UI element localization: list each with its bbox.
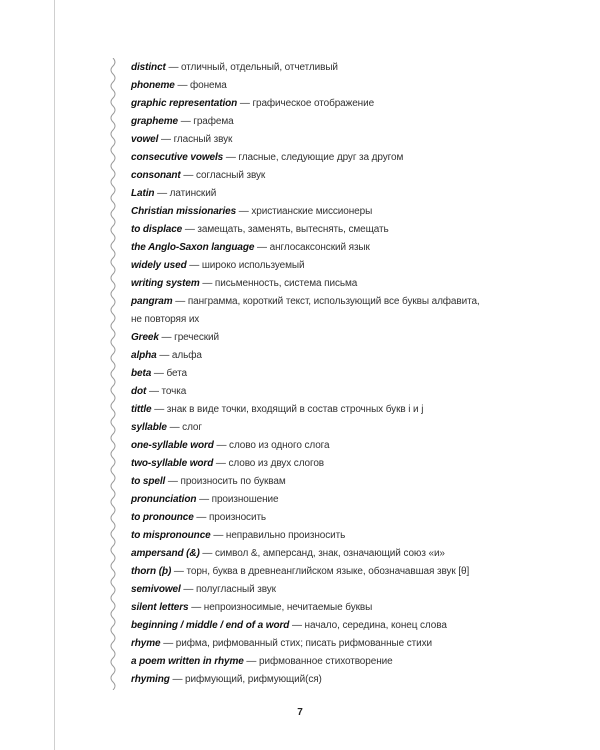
translation: слово из одного слога — [229, 440, 330, 451]
glossary-entry — [131, 653, 491, 671]
glossary-entry — [131, 455, 491, 473]
term: distinct — [131, 62, 166, 73]
term: beta — [131, 368, 152, 379]
glossary-entry — [131, 599, 491, 617]
term: phoneme — [131, 80, 175, 91]
separator-dash: — — [157, 188, 167, 199]
term: rhyme — [131, 638, 161, 649]
separator-dash: — — [183, 170, 194, 181]
glossary-entry — [131, 401, 491, 419]
translation: замещать, заменять, вытеснять, смещать — [197, 224, 389, 235]
glossary-entry — [131, 419, 491, 437]
term: to spell — [131, 476, 166, 487]
translation: согласный звук — [195, 170, 266, 181]
term: grapheme — [131, 116, 178, 127]
glossary-entry — [131, 239, 491, 257]
glossary-entry — [131, 221, 491, 239]
translation: неправильно произносить — [225, 530, 346, 541]
term: semivowel — [131, 584, 181, 595]
term: to mispronounce — [131, 530, 211, 541]
term: thorn (þ) — [131, 566, 172, 577]
separator-dash: — — [216, 440, 227, 451]
glossary-entry — [131, 383, 491, 401]
glossary-entry — [131, 167, 491, 185]
separator-dash: — — [191, 602, 202, 613]
term: the Anglo-Saxon language — [131, 242, 255, 253]
glossary-entry — [131, 347, 491, 365]
separator-dash: — — [173, 566, 184, 577]
term: consonant — [131, 170, 181, 181]
separator-dash: — — [159, 350, 170, 361]
translation: отличный, отдельный, отчетливый — [181, 62, 338, 73]
term: Greek — [131, 332, 159, 343]
translation: рифма, рифмованный стих; писать рифмованные стихи — [175, 638, 432, 649]
translation: латинский — [169, 188, 217, 199]
translation: фонема — [190, 80, 227, 91]
separator-dash: — — [180, 116, 191, 127]
separator-dash: — — [168, 62, 179, 73]
separator-dash: — — [183, 584, 194, 595]
separator-dash: — — [161, 332, 172, 343]
page-number: 7 — [297, 707, 303, 718]
translation: бета — [166, 368, 187, 379]
term: consecutive vowels — [131, 152, 224, 163]
separator-dash: — — [175, 296, 186, 307]
glossary-entry — [131, 509, 491, 527]
term: tittle — [131, 404, 152, 415]
translation: греческий — [174, 332, 219, 343]
translation: слово из двух слогов — [228, 458, 324, 469]
page-edge-line — [54, 0, 55, 750]
separator-dash: — — [196, 512, 207, 523]
glossary-entry — [131, 203, 491, 221]
wavy-margin-rule — [108, 58, 118, 690]
glossary-entry — [131, 527, 491, 545]
glossary-entry — [131, 491, 491, 509]
glossary-entry — [131, 365, 491, 383]
separator-dash: — — [154, 404, 165, 415]
translation: точка — [161, 386, 187, 397]
term: alpha — [131, 350, 157, 361]
glossary-entry — [131, 95, 491, 113]
translation: панграмма, короткий текст, использующий все буквы алфавита, не повторяя их — [131, 296, 480, 325]
term: graphic representation — [131, 98, 238, 109]
term: writing system — [131, 278, 200, 289]
translation: альфа — [171, 350, 202, 361]
term: pangram — [131, 296, 173, 307]
glossary-entry — [131, 329, 491, 347]
separator-dash: — — [199, 494, 209, 505]
separator-dash: — — [202, 548, 213, 559]
separator-dash: — — [163, 638, 174, 649]
glossary-entry — [131, 581, 491, 599]
separator-dash: — — [238, 206, 249, 217]
separator-dash: — — [215, 458, 226, 469]
separator-dash: — — [172, 674, 183, 685]
separator-dash: — — [160, 134, 171, 145]
glossary-entry — [131, 293, 491, 329]
translation: письменность, система письма — [214, 278, 358, 289]
separator-dash: — — [246, 656, 257, 667]
glossary-entry — [131, 473, 491, 491]
separator-dash: — — [189, 260, 200, 271]
glossary-entry — [131, 437, 491, 455]
term: syllable — [131, 422, 167, 433]
term: Latin — [131, 188, 155, 199]
separator-dash: — — [291, 620, 302, 631]
glossary-entry — [131, 185, 491, 203]
glossary-entry — [131, 59, 491, 77]
translation: полугласный звук — [195, 584, 276, 595]
translation: графическое отображение — [252, 98, 375, 109]
term: two-syllable word — [131, 458, 214, 469]
translation: произносить — [208, 512, 267, 523]
term: beginning / middle / end of a word — [131, 620, 290, 631]
glossary-entry — [131, 635, 491, 653]
translation: широко используемый — [201, 260, 305, 271]
separator-dash: — — [257, 242, 267, 253]
glossary-entry — [131, 149, 491, 167]
separator-dash: — — [169, 422, 180, 433]
term: ampersand (&) — [131, 548, 200, 559]
glossary-entry — [131, 545, 491, 563]
glossary-entry — [131, 275, 491, 293]
separator-dash: — — [202, 278, 213, 289]
glossary-entry — [131, 77, 491, 95]
term: Christian missionaries — [131, 206, 237, 217]
translation: гласные, следующие друг за другом — [238, 152, 404, 163]
translation: произношение — [211, 494, 279, 505]
term: to displace — [131, 224, 183, 235]
separator-dash: — — [184, 224, 195, 235]
term: silent letters — [131, 602, 189, 613]
translation: слог — [182, 422, 202, 433]
glossary-list — [131, 59, 491, 689]
translation: знак в виде точки, входящий в состав строчных букв i и j — [166, 404, 424, 415]
term: a poem written in rhyme — [131, 656, 244, 667]
separator-dash: — — [167, 476, 178, 487]
translation: непроизносимые, нечитаемые буквы — [203, 602, 373, 613]
term: vowel — [131, 134, 159, 145]
translation: произносить по буквам — [180, 476, 286, 487]
glossary-entry — [131, 131, 491, 149]
separator-dash: — — [153, 368, 164, 379]
translation: англосаксонский язык — [269, 242, 370, 253]
translation: христианские миссионеры — [251, 206, 373, 217]
translation: торн, буква в древнеанглийском языке, обозначавшая звук [θ] — [186, 566, 470, 577]
term: one-syllable word — [131, 440, 214, 451]
translation: рифмованное стихотворение — [259, 656, 393, 667]
separator-dash: — — [225, 152, 236, 163]
translation: начало, середина, конец слова — [304, 620, 447, 631]
separator-dash: — — [148, 386, 159, 397]
translation: гласный звук — [173, 134, 233, 145]
translation: рифмующий, рифмующий(ся) — [185, 674, 322, 685]
glossary-entry — [131, 113, 491, 131]
term: widely used — [131, 260, 187, 271]
glossary-entry — [131, 617, 491, 635]
separator-dash: — — [213, 530, 224, 541]
term: pronunciation — [131, 494, 197, 505]
glossary-entry — [131, 257, 491, 275]
separator-dash: — — [177, 80, 188, 91]
term: dot — [131, 386, 147, 397]
translation: символ &, амперсанд, знак, означающий союз «и» — [215, 548, 445, 559]
glossary-entry — [131, 671, 491, 689]
term: to pronounce — [131, 512, 194, 523]
translation: графема — [193, 116, 234, 127]
glossary-entry — [131, 563, 491, 581]
term: rhyming — [131, 674, 170, 685]
separator-dash: — — [239, 98, 250, 109]
